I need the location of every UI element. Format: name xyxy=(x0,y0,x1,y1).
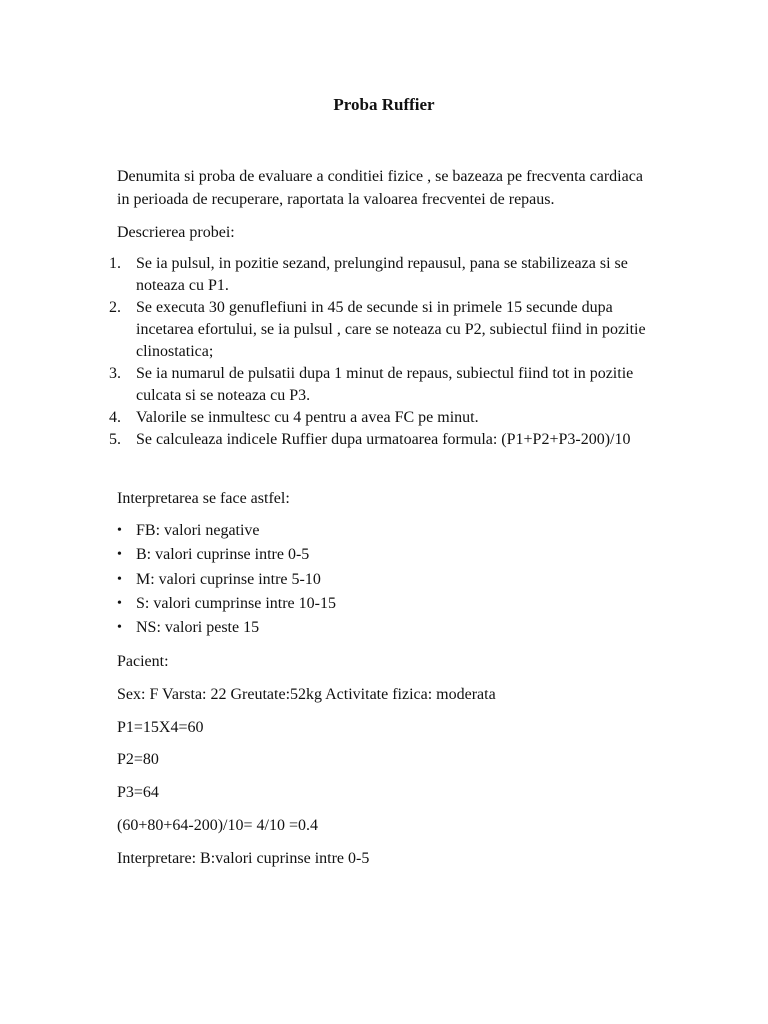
steps-list xyxy=(109,253,647,451)
bullet-icon: • xyxy=(117,571,122,587)
interpretation-item xyxy=(117,519,617,543)
interpretation-text: FB: valori negative xyxy=(136,522,260,539)
intro-paragraph: Denumita si proba de evaluare a conditiei fizice , se bazeaza pe frecventa cardiaca in perioada de recuperare, raportata la valoarea frecventei de repaus. xyxy=(117,168,643,208)
document-title: Proba Ruffier xyxy=(333,95,435,114)
step-text: Se ia numarul de pulsatii dupa 1 minut de repaus, subiectul fiind tot in pozitie culcata si se noteaza cu P3. xyxy=(136,365,634,404)
interpretation-result: Interpretare: B:valori cuprinse intre 0-5 xyxy=(117,850,370,867)
interpretation-heading: Interpretarea se face astfel: xyxy=(117,490,290,507)
step-number: 5. xyxy=(109,431,121,448)
interpretation-item xyxy=(117,592,617,616)
step-item xyxy=(109,363,647,407)
step-text: Se calculeaza indicele Ruffier dupa urmatoarea formula: (P1+P2+P3-200)/10 xyxy=(136,431,631,448)
bullet-icon: • xyxy=(117,523,122,538)
bullet-icon: • xyxy=(117,595,122,611)
step-item xyxy=(109,429,647,451)
patient-heading: Pacient: xyxy=(117,653,169,670)
interpretation-text: NS: valori peste 15 xyxy=(136,619,260,637)
step-text: Se executa 30 genuflefiuni in 45 de secunde si in primele 15 secunde dupa incetarea efortului, se ia pulsul , care se noteaza cu P2, subiectul fiind in pozitie clinostatica; xyxy=(136,299,646,360)
step-item xyxy=(109,253,647,297)
step-number: 2. xyxy=(109,299,121,316)
step-item xyxy=(109,297,647,363)
description-heading: Descrierea probei: xyxy=(117,224,235,241)
interpretation-item xyxy=(117,568,617,592)
step-text: Valorile se inmultesc cu 4 pentru a avea FC pe minut. xyxy=(136,409,479,426)
interpretation-text: M: valori cuprinse intre 5-10 xyxy=(136,570,321,588)
bullet-icon: • xyxy=(117,620,122,636)
p2-value: P2=80 xyxy=(117,751,159,768)
interpretation-item xyxy=(117,543,617,567)
patient-info: Sex: F Varsta: 22 Greutate:52kg Activitate fizica: moderata xyxy=(117,686,496,703)
step-number: 4. xyxy=(109,409,121,426)
ruffier-calculation: (60+80+64-200)/10= 4/10 =0.4 xyxy=(117,817,318,834)
bullet-icon: • xyxy=(117,547,122,563)
p3-value: P3=64 xyxy=(117,784,159,801)
interpretation-list xyxy=(117,519,617,640)
interpretation-text: B: valori cuprinse intre 0-5 xyxy=(136,546,310,564)
step-item xyxy=(109,407,647,429)
step-number: 3. xyxy=(109,365,121,382)
interpretation-item xyxy=(117,616,617,640)
p1-value: P1=15X4=60 xyxy=(117,719,204,736)
step-text: Se ia pulsul, in pozitie sezand, prelungind repausul, pana se stabilizeaza si se noteaza cu P1. xyxy=(136,255,628,294)
step-number: 1. xyxy=(109,255,121,272)
interpretation-text: S: valori cumprinse intre 10-15 xyxy=(136,594,336,612)
